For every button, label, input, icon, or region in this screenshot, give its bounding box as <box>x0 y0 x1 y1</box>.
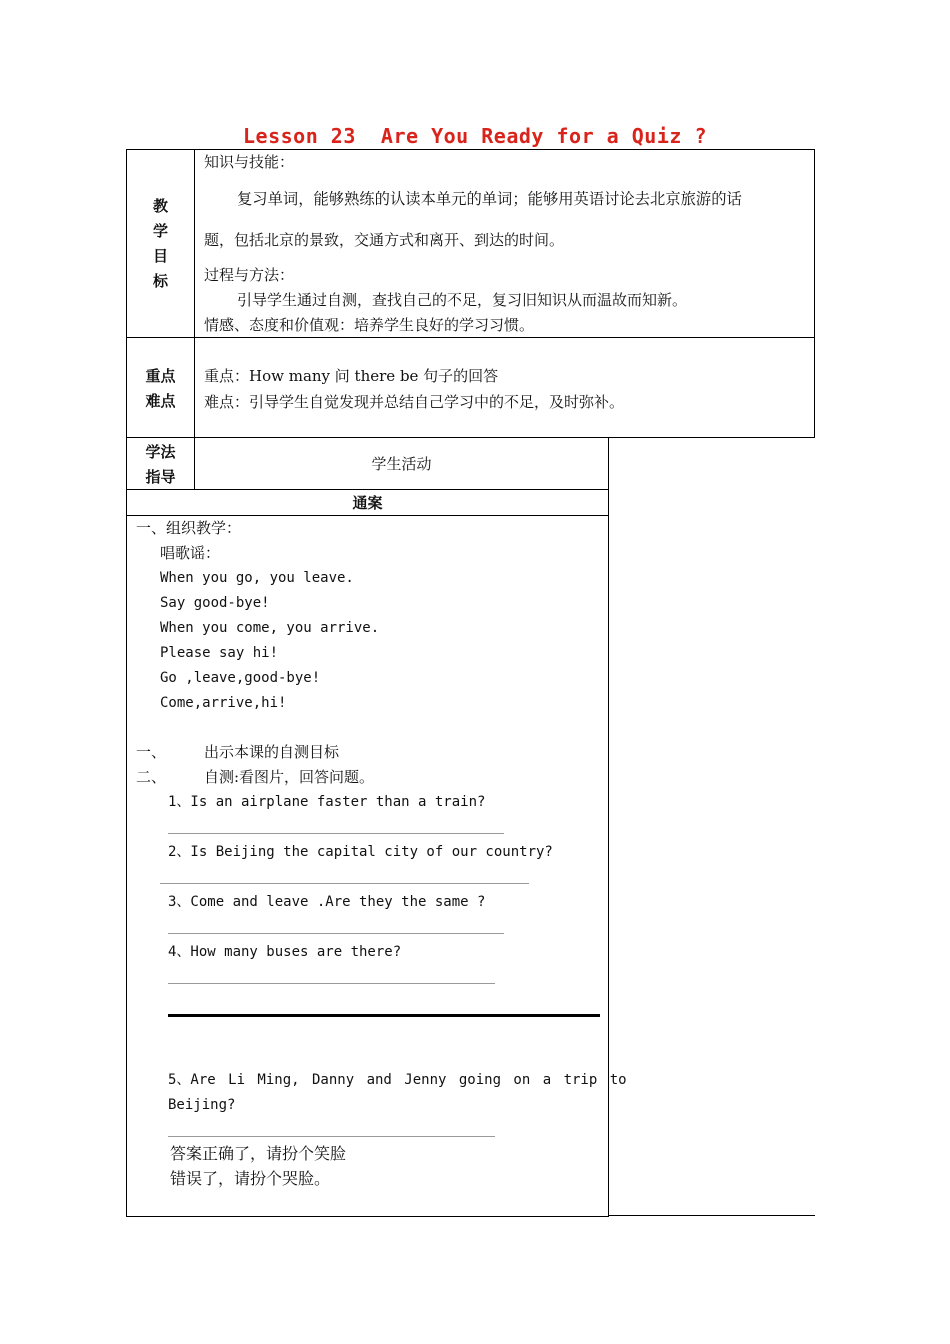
guide-activity: 学生活动 <box>371 455 432 473</box>
plan-heading: 通案 <box>352 494 383 512</box>
focus-label-line: 重点 <box>145 367 176 385</box>
table-border-bottom <box>126 1216 609 1217</box>
song-line: Come,arrive,hi! <box>160 695 287 711</box>
focus-key-point: 重点：How many 问 there be 句子的回答 <box>204 367 499 385</box>
goals-heading-knowledge: 知识与技能： <box>204 153 295 171</box>
question: 2、Is Beijing the capital city of our country? <box>168 844 553 860</box>
goals-label-char: 学 <box>152 222 168 240</box>
table-border-bottom-extension <box>609 1215 815 1216</box>
plan-song-label: 唱歌谣： <box>160 544 221 562</box>
table-divider-focus <box>126 437 815 438</box>
table-border-right <box>814 149 815 438</box>
goals-label <box>127 194 194 294</box>
song-line: Go ,leave,good-bye! <box>160 670 321 686</box>
table-divider-guide <box>126 489 609 490</box>
song-line: Say good-bye! <box>160 595 270 611</box>
song-line: When you come, you arrive. <box>160 620 380 636</box>
goals-heading-process: 过程与方法： <box>204 266 295 284</box>
table-border-top <box>126 149 815 150</box>
guide-label <box>127 440 194 490</box>
guide-label-line: 指导 <box>145 468 176 486</box>
answer-line[interactable] <box>160 883 529 884</box>
plan-section-organize: 一、组织教学： <box>136 519 242 537</box>
answer-line[interactable] <box>168 933 504 934</box>
guide-label-line: 学法 <box>145 443 176 461</box>
focus-label-line: 难点 <box>145 392 176 410</box>
answer-line[interactable] <box>168 1136 495 1137</box>
plan-item-self-test: 自测:看图片，回答问题。 <box>204 768 375 786</box>
plan-item-number: 一、 <box>136 743 167 761</box>
goals-label-char: 教 <box>152 197 168 215</box>
answer-line[interactable] <box>168 983 495 984</box>
goals-paragraph-line: 复习单词，能够熟练的认读本单元的单词；能够用英语讨论去北京旅游的话 <box>237 190 742 208</box>
question: 5、Are Li Ming, Danny and Jenny going on a trip to <box>168 1072 627 1088</box>
goals-label-char: 目 <box>152 247 168 265</box>
goals-paragraph-line: 题，包括北京的景致，交通方式和离开、到达的时间。 <box>204 231 565 249</box>
goals-paragraph-attitude: 情感、态度和价值观：培养学生良好的学习习惯。 <box>204 316 535 334</box>
table-divider-goals <box>126 337 815 338</box>
question-continuation: Beijing? <box>168 1097 236 1113</box>
page-title: Lesson 23 Are You Ready for a Quiz ? <box>242 124 708 148</box>
plan-item-number: 二、 <box>136 768 167 786</box>
goals-label-char: 标 <box>152 272 168 290</box>
song-line: Please say hi! <box>160 645 279 661</box>
focus-label <box>127 364 194 414</box>
goals-paragraph-process: 引导学生通过自测，查找自己的不足，复习旧知识从而温故而知新。 <box>237 291 688 309</box>
focus-difficulty: 难点：引导学生自觉发现并总结自己学习中的不足，及时弥补。 <box>204 393 625 411</box>
feedback-correct: 答案正确了，请扮个笑脸 <box>170 1144 347 1163</box>
question: 4、How many buses are there? <box>168 944 402 960</box>
question: 3、Come and leave .Are they the same ? <box>168 894 486 910</box>
question: 1、Is an airplane faster than a train? <box>168 794 486 810</box>
song-line: When you go, you leave. <box>160 570 354 586</box>
table-divider-plan-heading <box>126 515 609 516</box>
table-plan-right-border <box>608 437 609 1217</box>
answer-line[interactable] <box>168 833 504 834</box>
plan-item-show-goals: 出示本课的自测目标 <box>204 743 340 761</box>
feedback-wrong: 错误了，请扮个哭脸。 <box>170 1169 331 1188</box>
table-border-left <box>126 149 127 1217</box>
section-separator <box>168 1014 600 1017</box>
table-label-column-divider <box>194 149 195 490</box>
